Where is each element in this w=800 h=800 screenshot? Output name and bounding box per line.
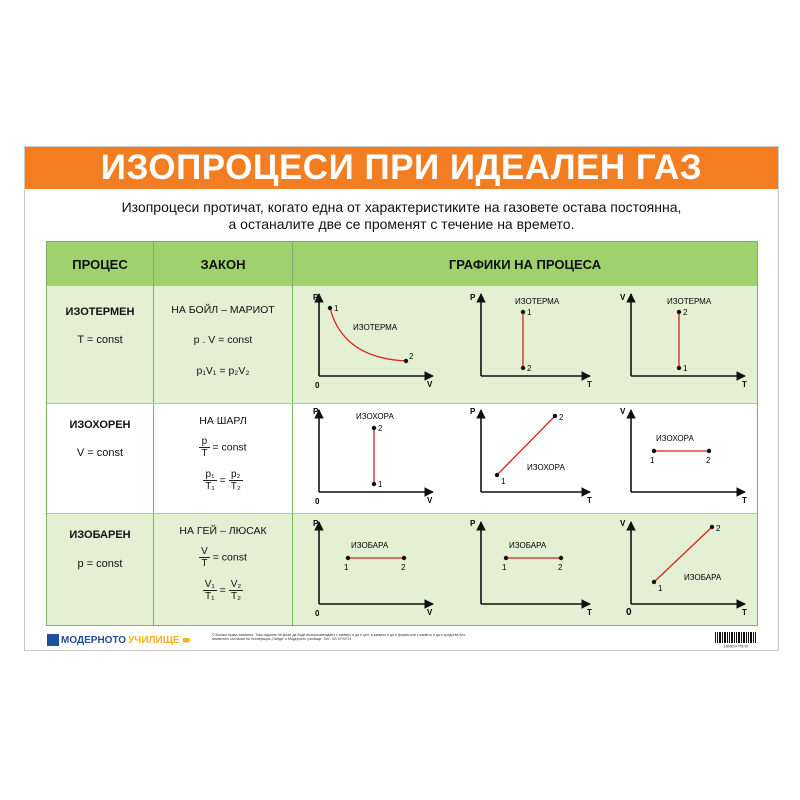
point-2: [710, 525, 714, 529]
subtitle-line-1: Изопроцеси протичат, когато една от характеристиките на газовете остава постоянна,: [121, 199, 682, 215]
law-name: НА ШАРЛ: [199, 415, 247, 427]
fraction: $\frac{\text{p₂}}{\text{T₂}}$: [230, 469, 241, 492]
logo-text-part1: МОДЕРНОТО: [61, 634, 127, 646]
subtitle: [25, 199, 778, 233]
graph-isochore-pv: [313, 407, 433, 506]
copyright-text: © Всички права запазени. Това издание не може да бъде възпроизвеждано с каквито и да е цел, в каквато и да е форма или с каквито и да е средства без писменото съгласие на Кооперация „Панда" и Модерното училище. Тел.: 02/ 9700721: [212, 633, 465, 641]
point-2: [559, 556, 563, 560]
graph-isotherm-pt: [470, 293, 592, 389]
axis-origin: 0: [315, 497, 320, 506]
graph-label: ИЗОБАРА: [684, 573, 722, 582]
point-1: [372, 482, 376, 486]
graph-label: ИЗОТЕРМА: [667, 297, 712, 306]
point-label-1: 1: [683, 364, 688, 373]
point-1: [652, 580, 656, 584]
header-graphs: ГРАФИКИ НА ПРОЦЕСА: [448, 257, 602, 272]
graph-label: ИЗОХОРА: [656, 434, 694, 443]
law-formula-1: $\frac{p}{T}$ = const: [201, 436, 247, 459]
graph-isochore-pt: [470, 407, 592, 505]
logo-mark-icon: [47, 634, 59, 646]
point-2: [372, 426, 376, 430]
isotherm-curve: [330, 308, 406, 361]
axis-label-t: T: [587, 380, 592, 389]
title-bar: [25, 147, 778, 189]
graph-isotherm-pv: [313, 293, 433, 390]
point-2: [404, 359, 408, 363]
barcode-digits: 3 800014 775737: [723, 644, 749, 648]
point-label-1: 1: [527, 308, 532, 317]
process-table: [46, 241, 758, 626]
axis-label-v: V: [620, 407, 626, 416]
graph-label: ИЗОХОРА: [356, 412, 394, 421]
point-label-2: 2: [558, 563, 563, 572]
axis-label-p: P: [470, 293, 476, 302]
pencil-icon: [183, 638, 191, 643]
fraction: $\frac{V}{T}$: [201, 546, 208, 569]
point-label-2: 2: [409, 352, 414, 361]
axis-label-t: T: [742, 496, 747, 505]
point-label-2: 2: [401, 563, 406, 572]
graph-isobar-vt: [620, 519, 747, 618]
point-label-1: 1: [378, 480, 383, 489]
column-divider: [153, 242, 154, 625]
axis-origin: 0: [626, 607, 632, 618]
point-label-1: 1: [502, 563, 507, 572]
point-label-1: 1: [658, 584, 663, 593]
poster: [24, 146, 779, 651]
footer: [25, 631, 778, 651]
point-1: [677, 366, 681, 370]
point-1: [504, 556, 508, 560]
graph-label: ИЗОБАРА: [351, 541, 389, 550]
process-condition: V = const: [76, 447, 124, 459]
point-label-2: 2: [683, 308, 688, 317]
axis-origin: 0: [315, 609, 320, 618]
axis-label-p: P: [470, 407, 476, 416]
graph-label: ИЗОХОРА: [527, 463, 565, 472]
law-name: НА ГЕЙ – ЛЮСАК: [179, 525, 267, 537]
graph-isotherm-vt: [620, 293, 747, 389]
axis-origin: 0: [315, 381, 320, 390]
point-label-2: 2: [559, 413, 564, 422]
header-law: ЗАКОН: [200, 257, 246, 272]
process-name: ИЗОТЕРМЕН: [65, 306, 135, 318]
axis-label-p: P: [470, 519, 476, 528]
law-cell: [154, 513, 292, 625]
axis-label-v: V: [620, 293, 626, 302]
graph-isochore-vt: [620, 407, 747, 505]
axis-label-v: V: [427, 608, 433, 617]
point-2: [553, 414, 557, 418]
point-2: [707, 449, 711, 453]
graph-isobar-pt: [470, 519, 592, 617]
point-2: [521, 366, 525, 370]
point-1: [346, 556, 350, 560]
law-cell: [154, 286, 292, 403]
graph-label: ИЗОБАРА: [509, 541, 547, 550]
fraction: $\frac{p}{T}$: [201, 436, 208, 459]
logo-text-part2: УЧИЛИЩЕ: [128, 634, 180, 646]
point-label-1: 1: [344, 563, 349, 572]
process-condition: T = const: [77, 334, 123, 346]
point-1: [521, 310, 525, 314]
process-graphs: [293, 286, 757, 625]
law-formula-1: p . V = const: [193, 334, 253, 346]
axis-label-v: V: [620, 519, 626, 528]
axis-label-v: V: [427, 496, 433, 505]
point-2: [402, 556, 406, 560]
fraction: $\frac{\text{V₁}}{\text{T₁}}$: [204, 579, 215, 602]
axis-label-t: T: [742, 608, 747, 617]
graph-label: ИЗОТЕРМА: [515, 297, 560, 306]
point-label-1: 1: [334, 304, 339, 313]
header-process: ПРОЦЕС: [72, 257, 128, 272]
point-label-1: 1: [501, 477, 506, 486]
axis-label-t: T: [742, 380, 747, 389]
fraction: $\frac{\text{p₁}}{\text{T₁}}$: [205, 469, 215, 492]
point-label-1: 1: [650, 456, 655, 465]
fraction: $\frac{\text{V₂}}{\text{T₂}}$: [230, 579, 242, 602]
point-1: [652, 449, 656, 453]
law-formula-2: $\frac{\text{p₁}}{\text{T₁}}$ = $\frac{\text{p₂}}{\text{T₂}}$: [205, 469, 241, 492]
barcode-icon: [714, 632, 758, 648]
point-2: [677, 310, 681, 314]
point-label-2: 2: [527, 364, 532, 373]
law-name: НА БОЙЛ – МАРИОТ: [171, 304, 275, 316]
publisher-logo: [47, 633, 191, 647]
subtitle-line-2: а останалите две се променят с течение на времето.: [228, 216, 575, 232]
page-title: ИЗОПРОЦЕСИ ПРИ ИДЕАЛЕН ГАЗ: [100, 148, 703, 187]
law-formula-1: $\frac{V}{T}$ = const: [201, 546, 247, 569]
graph-label: ИЗОТЕРМА: [353, 323, 398, 332]
law-formula-2: $\frac{\text{V₁}}{\text{T₁}}$ = $\frac{\text{V₂}}{\text{T₂}}$: [204, 579, 242, 602]
point-1: [328, 306, 332, 310]
point-1: [495, 473, 499, 477]
axis-label-t: T: [587, 496, 592, 505]
axis-label-v: V: [427, 380, 433, 389]
axis-label-p: P: [313, 293, 319, 302]
axis-label-t: T: [587, 608, 592, 617]
law-formula-2: p₁V₁ = p₂V₂: [196, 365, 250, 377]
law-cell: [154, 403, 292, 513]
point-label-2: 2: [706, 456, 711, 465]
axis-label-p: P: [313, 519, 319, 528]
process-condition: p = const: [77, 558, 123, 570]
point-label-2: 2: [378, 424, 383, 433]
process-name: ИЗОХОРЕН: [69, 419, 131, 431]
point-label-2: 2: [716, 524, 721, 533]
graph-isobar-pv: [313, 519, 433, 618]
process-name: ИЗОБАРЕН: [69, 529, 131, 541]
axis-label-p: P: [313, 407, 319, 416]
